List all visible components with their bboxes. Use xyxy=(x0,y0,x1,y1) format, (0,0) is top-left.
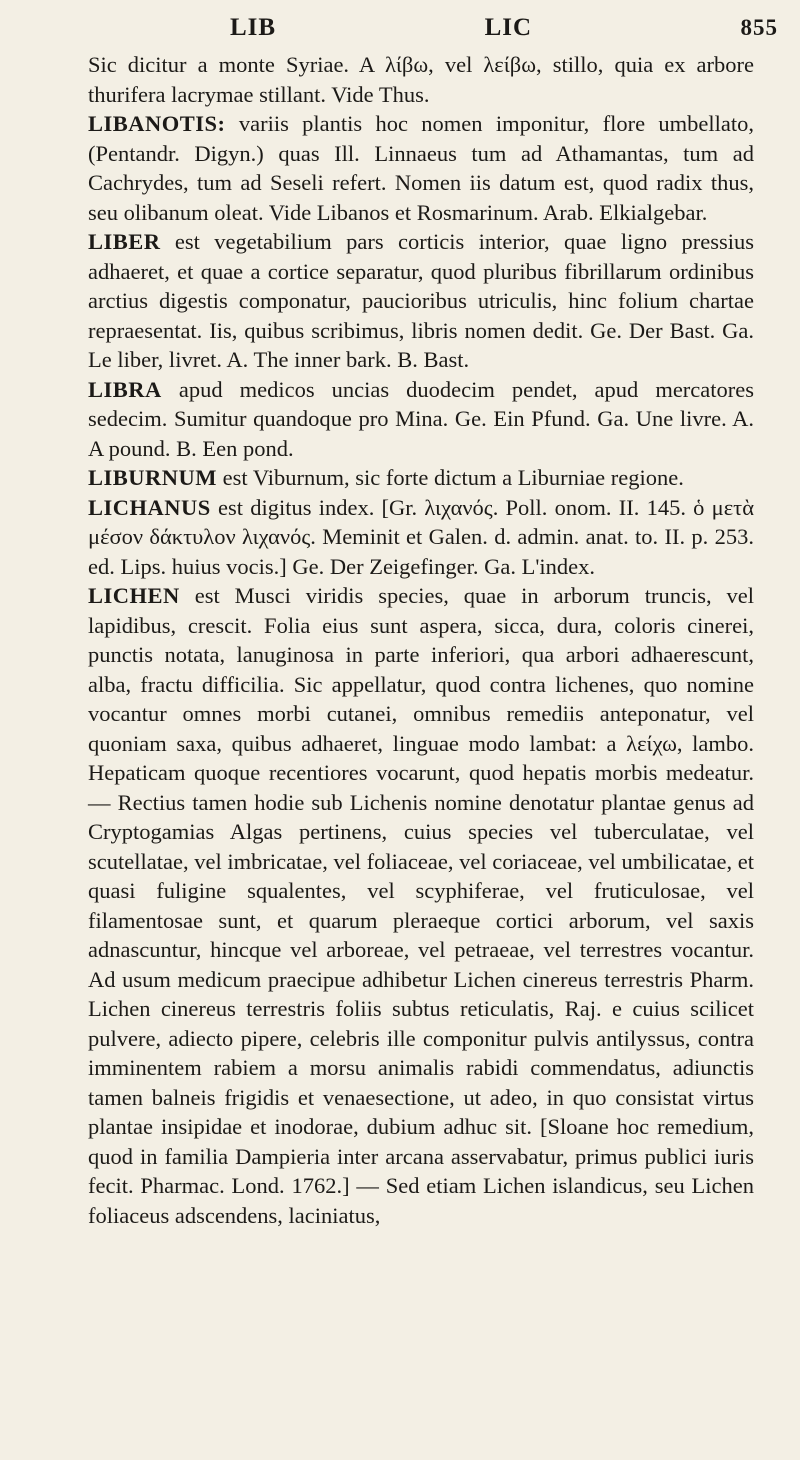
running-header xyxy=(230,8,778,48)
entry-libra xyxy=(54,375,754,464)
entry-lichen xyxy=(54,581,754,1230)
entry-lichanus xyxy=(54,493,754,582)
entry-lemma: LIBRA xyxy=(88,376,162,402)
entry-text: variis plantis hoc nomen imponitur, flore umbellato, (Pentandr. Digyn.) quas Ill. Linnaeus tum ad Athamantas, tum ad Cachrydes, tum ad Seseli refert. Nomen iis datum est, quod radix thus, seu olibanum oleat. Vide Libanos et Rosmarinum. Arab. Elkialgebar. xyxy=(88,111,754,225)
page-number: 855 xyxy=(740,15,778,40)
entry-lemma: LIBURNUM xyxy=(88,465,218,490)
header-center-guideword: LIC xyxy=(484,14,533,41)
entry-lemma: LICHANUS xyxy=(88,494,211,520)
entry-text: apud medicos uncias duodecim pendet, apud mercatores sedecim. Sumitur quandoque pro Mina. Ge. Ein Pfund. Ga. Une livre. A. A pound. B. Een pond. xyxy=(88,376,755,461)
entry-text: est Musci viridis species, quae in arborum truncis, vel lapidibus, crescit. Folia eius sunt aspera, sicca, dura, coloris cinerei, punctis notata, lanuginosa in parte inferiori, qua arbori adhaerescunt, alba, fractu difficilia. Sic appellatur, quod contra lichenes, quo nomine vocantur omnes morbi cutanei, omnibus remediis anteponatur, vel quoniam saxa, quibus adhaeret, linguae modo lambat: a λείχω, lambo. Hepaticam quoque recentiores vocarunt, quod hepatis morbis medeatur. — Rectius tamen hodie sub Lichenis nomine denotatur plantae genus ad Cryptogamias Algas pertinens, cuius species vel tuberculatae, vel scutellatae, vel imbricatae, vel foliaceae, vel coriaceae, vel umbilicatae, et quasi fuligine squalentes, vel scyphiferae, vel fruticulosae, vel filamentosae sunt, et quarum pleraeque cortici arborum, vel saxis adnascuntur, hincque vel arboreae, vel petraeae, vel terrestres vocantur. Ad usum medicum praecipue adhibetur Lichen cinereus terrestris Pharm. Lichen cinereus terrestris foliis subtus reticulatis, Raj. e cuius scilicet pulvere, adiecto pipere, celebris ille componitur pulvis antilyssus, contra imminentem rabiem a morsu animalis rabidi commendatus, adiunctis tamen balneis frigidis et venaesectione, ut adeo, in quo consistat virtus plantae insipidae et inodorae, dubium adhuc sit. [Sloane hoc remedium, quod in familia Dampieria inter arcana asservabatur, primus publici iuris fecit. Pharmac. Lond. 1762.] — Sed etiam Lichen islandicus, seu Lichen foliaceus adscendens, laciniatus, xyxy=(88,583,755,1228)
entry-lemma: LIBER xyxy=(88,229,161,254)
entry-liburnum xyxy=(54,463,754,493)
dictionary-column xyxy=(54,50,754,1230)
entry-libanotis xyxy=(54,109,754,227)
entry-text: est Viburnum, sic forte dictum a Liburniae regione. xyxy=(222,465,684,490)
entry-liber xyxy=(54,227,754,375)
entry-text: Sic dicitur a monte Syriae. A λίβω, vel λείβω, stillo, quia ex arbore thurifera lacrymae stillant. Vide Thus. xyxy=(88,52,754,107)
entry-lemma: LIBANOTIS: xyxy=(88,111,226,136)
entry-lemma: LICHEN xyxy=(88,583,180,608)
header-left-guideword: LIB xyxy=(230,14,277,41)
entry-continuation xyxy=(54,50,754,109)
entry-text: est vegetabilium pars corticis interior, quae ligno pressius adhaeret, et quae a cortice separatur, quod pluribus fibrillarum ordinibus arctius digestis componatur, paucioribus utriculis, hinc folium chartae repraesentat. Iis, quibus scribimus, libris nomen dedit. Ge. Der Bast. Ga. Le liber, livret. A. The inner bark. B. Bast. xyxy=(88,229,754,372)
entry-text: est digitus index. [Gr. λιχανός. Poll. onom. II. 145. ὁ μετὰ μέσον δάκτυλον λιχανός. Meminit et Galen. d. admin. anat. to. II. p. 253. ed. Lips. huius vocis.] Ge. Der Zeigefinger. Ga. L'index. xyxy=(88,494,755,579)
